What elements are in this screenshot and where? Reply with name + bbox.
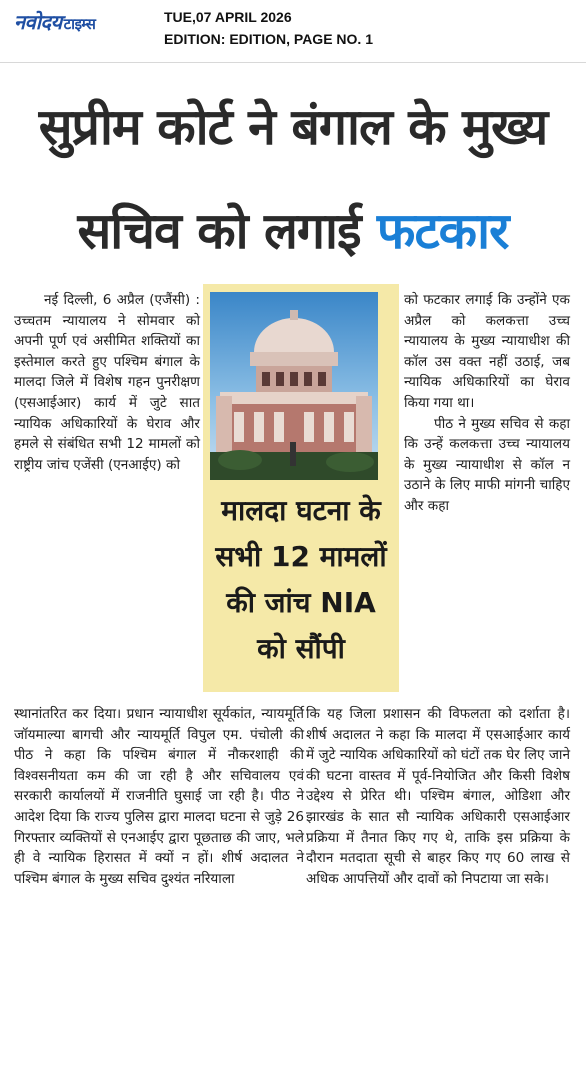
logo-sub: टाइम्स [63, 15, 96, 33]
newspaper-logo [14, 10, 95, 36]
photo-caption: मालदा घटना के सभी 12 मामलों की जांच NIA को सौंपी [215, 494, 387, 665]
article-column-left [14, 290, 200, 475]
article-column-right [404, 290, 570, 517]
article-paragraph: स्थानांतरित कर दिया। प्रधान न्यायाधीश सूर्यकांत, न्यायमूर्ति जॉयमाल्या बागची और न्यायमूर्ति विपुल एम. पंचोली की पीठ ने कहा कि पश्चिम बंगाल में नौकरशाही की विश्वसनीयता कम की जा रही है और सचिवालय एवं सरकारी कार्यालयों में राजनीति घुसाई जा रही है। पीठ ने आदेश दिया कि राज्य पुलिस द्वारा मालदा घटना से जुड़े 26 गिरफ्तार व्यक्तियों से एनआईए द्वारा पूछताछ की जाए, भले ही वे न्यायिक हिरासत में क्यों न हों। शीर्ष अदालत ने पश्चिम बंगाल के मुख्य सचिव दुश्यंत नरियाला [14, 706, 304, 887]
supreme-court-building-photo [210, 292, 378, 480]
article-column-bottom-right [306, 704, 570, 889]
edition-date: TUE,07 APRIL 2026 [164, 9, 292, 25]
article-paragraph: पीठ ने मुख्य सचिव से कहा कि उन्हें कलकत्ता उच्च न्यायालय के मुख्य न्यायाधीश से कॉल न उठाने के लिए माफी मांगनी चाहिए और कहा [404, 415, 570, 514]
supreme-court-illustration [210, 292, 378, 480]
article-column-bottom-left [14, 704, 304, 889]
article-paragraph: को फटकार लगाई कि उन्होंने एक अप्रैल को कलकत्ता उच्च न्यायालय के मुख्य न्यायाधीश की कॉल उस वक्त नहीं उठाई, जब न्यायिक अधिकारियों का घेराव किया गया था। [404, 292, 570, 411]
article-paragraph: नई दिल्ली, 6 अप्रैल (एजैंसी) : उच्चतम न्यायालय ने सोमवार को अपनी पूर्ण एवं असीमित शक्तियों का इस्तेमाल करते हुए पश्चिम बंगाल के मालदा जिले में विशेष गहन पुनरीक्षण (एसआईआर) कार्य में जुटे सात न्यायिक अधिकारियों के घेराव और हमले से संबंधित सभी 12 मामलों को राष्ट्रीय जांच एजेंसी (एनआईए) को [14, 292, 200, 473]
headline-accent: फटकार [376, 202, 509, 260]
headline-line-1: सुप्रीम कोर्ट ने बंगाल के मुख्य [38, 98, 548, 156]
headline-plain: सचिव को लगाई [77, 202, 377, 260]
logo-main: नवोदय [14, 10, 62, 34]
masthead [0, 0, 586, 58]
headline-line-2 [0, 200, 586, 262]
article-paragraph: कि यह जिला प्रशासन की विफलता को दर्शाता है। शीर्ष अदालत ने कहा कि मालदा में एसआईआर कार्य में जुटे न्यायिक अधिकारियों को घंटों तक घेर लिए जाने की घटना वास्तव में पूर्व-नियोजित और किसी विशेष उद्देश्य से प्रेरित थी। पश्चिम बंगाल, ओडिशा और झारखंड के सात सौ न्यायिक अधिकारी एसआईआर प्रक्रिया में तैनात किए गए थे, ताकि इस प्रक्रिया के दौरान मतदाता सूची से बाहर किए गए 60 लाख से अधिक आपत्तियों और दावों को निपटाया जा सके। [306, 706, 570, 887]
edition-page: EDITION: EDITION, PAGE NO. 1 [164, 31, 373, 47]
header-divider [0, 62, 586, 63]
